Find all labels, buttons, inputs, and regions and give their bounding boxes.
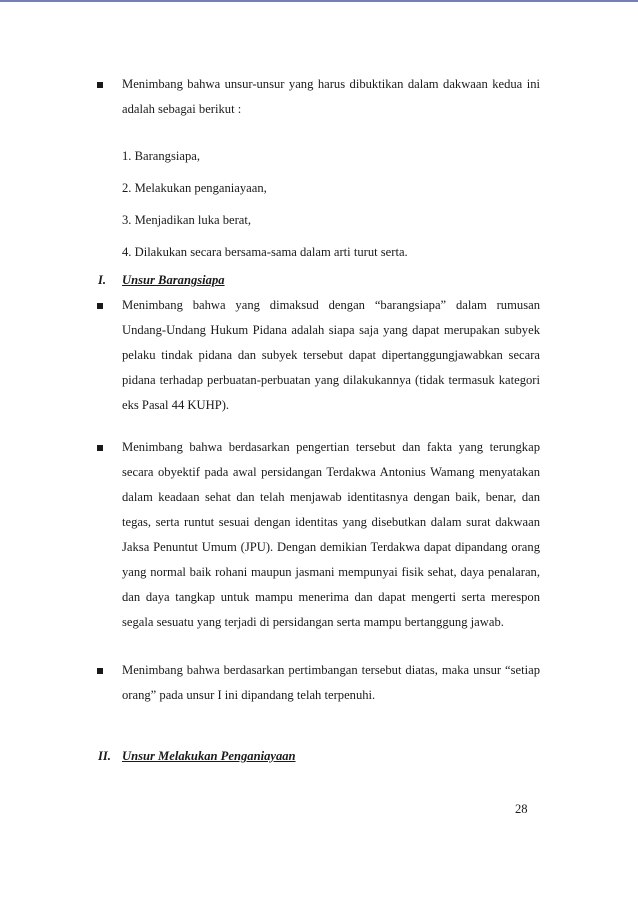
page-number: 28 bbox=[515, 802, 528, 816]
bullet-marker bbox=[97, 303, 103, 309]
section-number: I. bbox=[98, 273, 107, 287]
list-item: 4. Dilakukan secara bersama-sama dalam arti turut serta. bbox=[122, 245, 408, 259]
bullet-marker bbox=[97, 668, 103, 674]
intro-paragraph: Menimbang bahwa unsur-unsur yang harus dibuktikan dalam dakwaan kedua ini adalah sebagai berikut : bbox=[122, 77, 540, 116]
bullet-marker bbox=[97, 445, 103, 451]
scan-top-edge bbox=[0, 0, 638, 2]
list-item: 2. Melakukan penganiayaan, bbox=[122, 181, 267, 195]
body-paragraph: Menimbang bahwa berdasarkan pertimbangan tersebut diatas, maka unsur “setiap orang” pada unsur I ini dipandang telah terpenuhi. bbox=[122, 663, 540, 702]
list-item: 3. Menjadikan luka berat, bbox=[122, 213, 252, 227]
bullet-marker bbox=[97, 82, 103, 88]
list-item: 1. Barangsiapa, bbox=[122, 149, 200, 163]
section-number: II. bbox=[98, 749, 111, 763]
section-title: Unsur Melakukan Penganiayaan bbox=[122, 749, 296, 763]
section-title: Unsur Barangsiapa bbox=[122, 273, 225, 287]
section-heading bbox=[98, 746, 296, 766]
body-paragraph: Menimbang bahwa berdasarkan pengertian tersebut dan fakta yang terungkap secara obyektif pada awal persidangan Terdakwa Antonius Wamang menyatakan dalam keadaan sehat dan telah menjawab identitasnya dengan baik, benar, dan tegas, serta runtut sesuai dengan identitas yang disebutkan dalam surat dakwaan Jaksa Penuntut Umum (JPU). Dengan demikian Terdakwa dapat dipandang orang yang normal baik rohani maupun jasmani mempunyai fisik sehat, daya penalaran, dan daya tangkap untuk mampu menerima dan dapat mengerti serta merespon segala sesuatu yang terjadi di persidangan serta mampu bertanggung jawab. bbox=[122, 440, 540, 629]
section-heading bbox=[98, 270, 225, 290]
body-paragraph: Menimbang bahwa yang dimaksud dengan “barangsiapa” dalam rumusan Undang-Undang Hukum Pidana adalah siapa saja yang dapat merupakan subyek pelaku tindak pidana dan subyek tersebut dapat dipertanggungjawabkan secara pidana terhadap perbuatan-perbuatan yang dilakukannya (tidak termasuk kategori eks Pasal 44 KUHP). bbox=[122, 298, 540, 412]
